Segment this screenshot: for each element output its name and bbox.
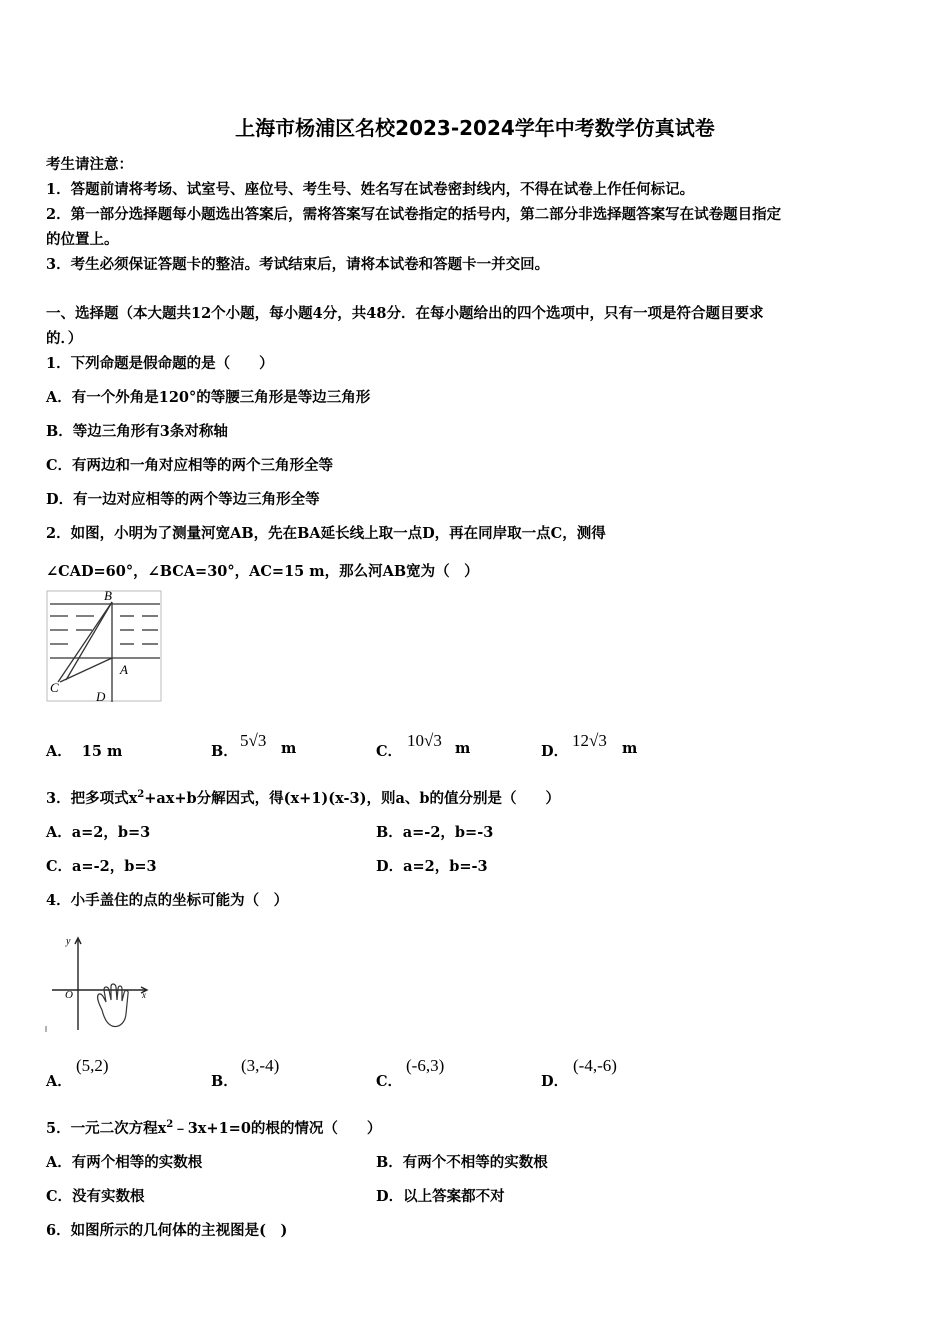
q4-option-a-letter: A．	[46, 1073, 72, 1090]
notice-item: 1．答题前请将考场、试室号、座位号、考生号、姓名写在试卷密封线内，不得在试卷上作任何标记。	[46, 181, 695, 198]
section-heading-cont: 的．）	[46, 330, 83, 347]
question-5-stem	[46, 1117, 381, 1138]
q4-option-b-value: (3,-4)	[241, 1056, 280, 1075]
q2-option-b-letter: B．	[211, 743, 238, 760]
axis-x-label: x	[142, 990, 146, 1000]
coordinate-figure	[44, 928, 154, 1036]
q5-stem-pre: 5．一元二次方程x	[46, 1120, 167, 1137]
page-title: 上海市杨浦区名校2023-2024学年中考数学仿真试卷	[235, 116, 715, 140]
q3-stem-post: +ax+b分解因式，得(x+1)(x-3)，则a、b的值分别是（ ）	[144, 790, 561, 807]
q3-stem-pre: 3．把多项式x	[46, 790, 138, 807]
q4-option-c-letter: C．	[376, 1073, 403, 1090]
q4-option-b-letter: B．	[211, 1073, 238, 1090]
q2-option-d-value: 12√3	[572, 731, 607, 750]
label-b: B	[104, 588, 112, 603]
notice-item: 的位置上。	[46, 231, 119, 248]
question-1-stem: 1．下列命题是假命题的是（ ）	[46, 355, 274, 372]
q5-stem-post: ﹣3x+1=0的根的情况（ ）	[173, 1120, 382, 1137]
q3-stem-sup: 2	[137, 789, 145, 801]
q1-option-b: B．等边三角形有3条对称轴	[46, 423, 228, 440]
q2-option-c-letter: C．	[376, 743, 403, 760]
q5-option-d: D．以上答案都不对	[376, 1188, 505, 1205]
q2-option-a-letter: A．	[46, 743, 72, 760]
section-heading: 一、选择题（本大题共12个小题，每小题4分，共48分．在每小题给出的四个选项中，只有一项是符合题目要求	[46, 305, 764, 322]
origin-label: O	[65, 989, 73, 1001]
q2-option-b-value: 5√3	[240, 731, 267, 750]
q4-option-d-value: (-4,-6)	[573, 1056, 617, 1075]
q4-option-d-letter: D．	[541, 1073, 569, 1090]
q4-option-c-value: (-6,3)	[406, 1056, 445, 1075]
q3-option-a: A．a=2，b=3	[46, 824, 151, 841]
notice-item: 2．第一部分选择题每小题选出答案后，需将答案写在试卷指定的括号内，第二部分非选择题答案写在试卷题目指定	[46, 206, 782, 223]
q5-stem-sup: 2	[166, 1119, 174, 1131]
q2-option-b	[211, 740, 238, 761]
axis-y-label: y	[66, 936, 71, 947]
q2-option-b-unit: m	[281, 740, 297, 757]
q5-option-a: A．有两个相等的实数根	[46, 1154, 203, 1171]
q2-option-d-unit: m	[622, 740, 638, 757]
q3-option-d: D．a=2，b=-3	[376, 858, 488, 875]
question-2-stem-cont: ∠CAD=60°，∠BCA=30°，AC=15 m，那么河AB宽为（ ）	[46, 563, 479, 580]
q2-option-c-unit: m	[455, 740, 471, 757]
q2-option-a	[46, 740, 122, 761]
q3-option-c: C．a=-2，b=3	[46, 858, 157, 875]
label-c: C	[50, 680, 59, 695]
question-2-stem: 2．如图，小明为了测量河宽AB，先在BA延长线上取一点D，再在同岸取一点C，测得	[46, 525, 606, 542]
question-4-stem: 4．小手盖住的点的坐标可能为（ ）	[46, 892, 289, 909]
q2-option-d	[541, 740, 568, 761]
q1-option-d: D．有一边对应相等的两个等边三角形全等	[46, 491, 320, 508]
q2-option-a-value: 15 m	[81, 743, 123, 760]
question-6-stem: 6．如图所示的几何体的主视图是( )	[46, 1222, 288, 1239]
q1-option-a: A．有一个外角是120°的等腰三角形是等边三角形	[46, 389, 371, 406]
river-figure	[46, 588, 164, 704]
q5-option-b: B．有两个不相等的实数根	[376, 1154, 548, 1171]
question-3-stem	[46, 787, 560, 808]
q5-option-c: C．没有实数根	[46, 1188, 145, 1205]
q2-option-d-letter: D．	[541, 743, 569, 760]
notice-heading: 考生请注意：	[46, 156, 133, 173]
q2-option-c	[376, 740, 402, 761]
q1-option-c: C．有两边和一角对应相等的两个三角形全等	[46, 457, 334, 474]
q3-option-b: B．a=-2，b=-3	[376, 824, 494, 841]
label-d: D	[96, 689, 106, 704]
q4-option-a-value: (5,2)	[76, 1056, 109, 1075]
notice-item: 3．考生必须保证答题卡的整洁。考试结束后，请将本试卷和答题卡一并交回。	[46, 256, 550, 273]
label-a: A	[120, 662, 128, 677]
q2-option-c-value: 10√3	[407, 731, 442, 750]
